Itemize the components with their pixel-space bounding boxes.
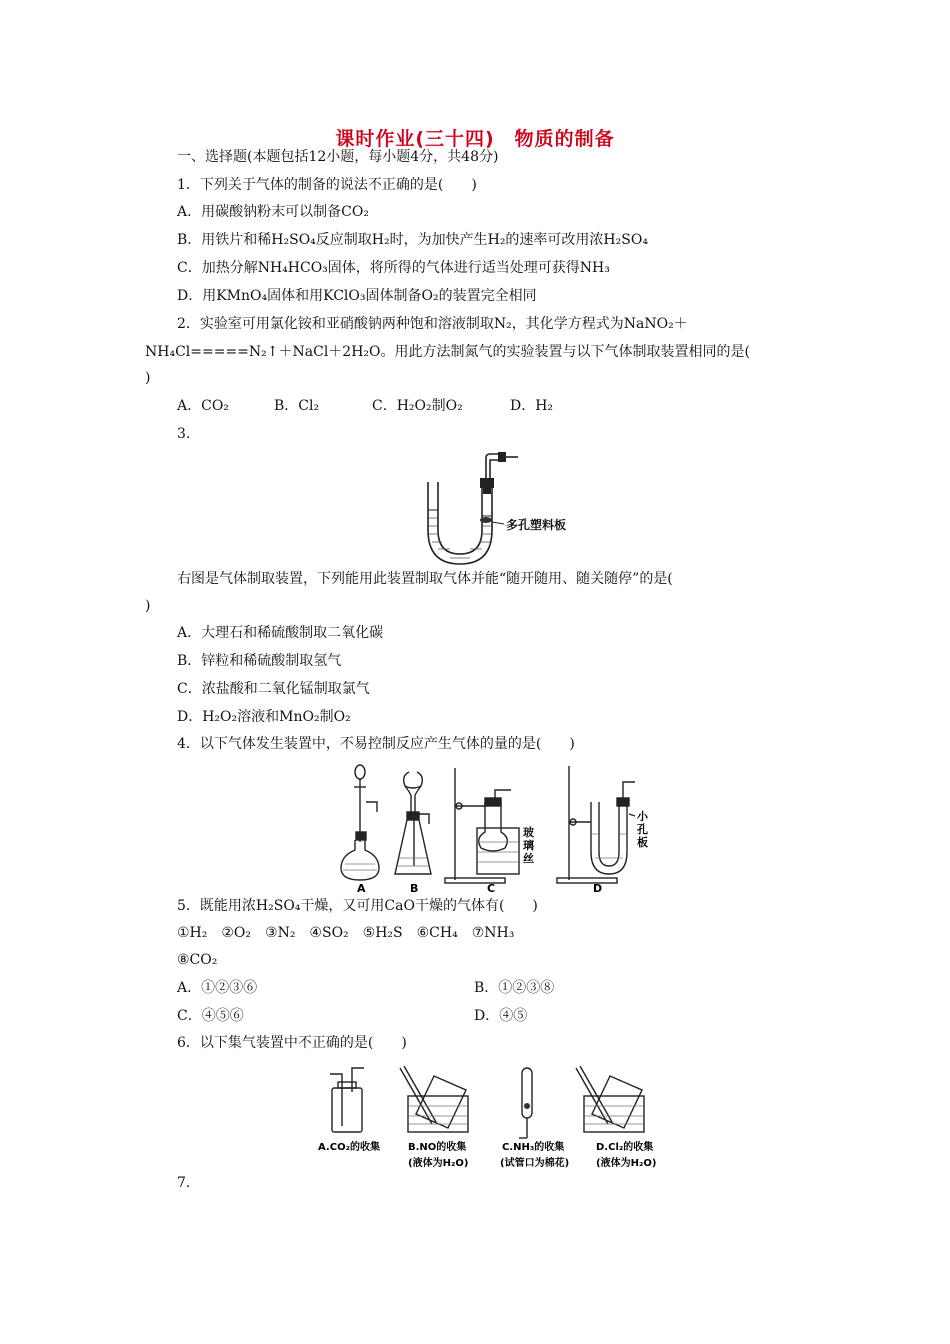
q3-option-d: D．H₂O₂溶液和MnO₂制O₂ [177, 709, 351, 725]
glass-wool-label-1: 玻 [523, 826, 534, 839]
u-tube-apparatus-figure [420, 450, 570, 568]
fig-label-c: C [487, 882, 496, 892]
q2-option-b: B．Cl₂ [274, 398, 320, 414]
q2-option-d: D．H₂ [510, 398, 554, 414]
q2-options [177, 397, 553, 415]
fig-label-b: B [410, 882, 419, 892]
q2-option-a: A．CO₂ [177, 398, 229, 414]
q2-option-c: C．H₂O₂制O₂ [372, 398, 463, 414]
q2-line1: 2．实验室可用氯化铵和亚硝酸钠两种饱和溶液制取N₂，其化学方程式为NaNO₂＋ [177, 316, 688, 332]
q1-option-c: C．加热分解NH₄HCO₃固体，将所得的气体进行适当处理可获得NH₃ [177, 260, 610, 276]
q6-label-c2: (试管口为棉花) [500, 1158, 570, 1169]
q5-option-c: C．④⑤⑥ [177, 1008, 244, 1024]
q3-option-c: C．浓盐酸和二氧化锰制取氯气 [177, 681, 370, 697]
q6-label-d2: (液体为H₂O) [596, 1158, 657, 1169]
glass-wool-label-3: 丝 [523, 852, 534, 865]
porous-board-label: 多孔塑料板 [506, 518, 567, 532]
fig-label-d: D [593, 882, 603, 892]
small-hole-label-1: 小 [637, 810, 648, 823]
q3-option-a: A．大理石和稀硫酸制取二氧化碳 [177, 625, 384, 641]
q1-option-a: A．用碳酸钠粉末可以制备CO₂ [177, 204, 369, 220]
q2-line3: ) [145, 370, 151, 386]
q6-label-b1: B.NO的收集 [408, 1142, 467, 1153]
q2-line2: NH₄Cl=====N₂↑＋NaCl＋2H₂O。用此方法制氮气的实验装置与以下气体制取装置相同的是( [145, 344, 750, 360]
q3-number: 3. [177, 426, 191, 442]
q5-items: ①H₂ ②O₂ ③N₂ ④SO₂ ⑤H₂S ⑥CH₄ ⑦NH₃ [177, 925, 515, 941]
q6-label-a: A.CO₂的收集 [318, 1142, 380, 1153]
q5-items-2: ⑧CO₂ [177, 952, 218, 968]
section-heading: 一、选择题(本题包括12小题，每小题4分，共48分) [177, 149, 499, 165]
q1-option-b: B．用铁片和稀H₂SO₄反应制取H₂时，为加快产生H₂的速率可改用浓H₂SO₄ [177, 232, 648, 248]
small-hole-label-2: 孔 [637, 823, 648, 836]
glass-wool-label-2: 璃 [523, 839, 534, 852]
gas-generator-apparatus-figure [335, 762, 655, 892]
page-title: 课时作业(三十四) 物质的制备 [335, 128, 615, 150]
q6-label-d1: D.Cl₂的收集 [596, 1142, 654, 1153]
q6-label-b2: (液体为H₂O) [408, 1158, 469, 1169]
q5-option-b: B．①②③⑧ [474, 980, 555, 996]
q3-line1: 右图是气体制取装置，下列能用此装置制取气体并能“随开随用、随关随停”的是( [177, 571, 673, 587]
q5-option-a: A．①②③⑥ [177, 980, 258, 996]
q6-label-c1: C.NH₃的收集 [502, 1142, 565, 1153]
q3-option-b: B．锌粒和稀硫酸制取氢气 [177, 653, 342, 669]
q4-stem: 4．以下气体发生装置中，不易控制反应产生气体的量的是( ) [177, 736, 575, 752]
q1-stem: 1．下列关于气体的制备的说法不正确的是( ) [177, 177, 477, 193]
small-hole-label-3: 板 [637, 836, 648, 849]
gas-collection-apparatus-figure [316, 1062, 676, 1174]
q5-option-d: D．④⑤ [474, 1008, 528, 1024]
fig-label-a: A [357, 882, 366, 892]
q7-number: 7. [177, 1175, 191, 1191]
q1-option-d: D．用KMnO₄固体和用KClO₃固体制备O₂的装置完全相同 [177, 288, 537, 304]
q5-stem: 5．既能用浓H₂SO₄干燥，又可用CaO干燥的气体有( ) [177, 898, 538, 914]
q3-line2: ) [145, 598, 151, 614]
q6-stem: 6．以下集气装置中不正确的是( ) [177, 1035, 407, 1051]
